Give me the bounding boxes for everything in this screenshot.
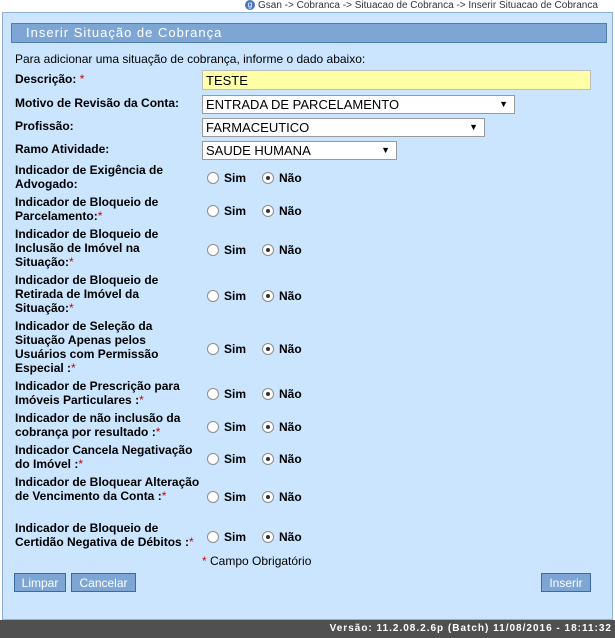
radio-sim-label: Sim — [224, 420, 247, 434]
breadcrumb — [245, 0, 615, 11]
indicator-radio-group — [207, 419, 302, 435]
motivo-select[interactable] — [202, 95, 515, 114]
form-panel — [2, 12, 613, 620]
radio-sim-label: Sim — [224, 342, 247, 356]
page-title: Inserir Situação de Cobrança — [11, 23, 607, 43]
radio-nao[interactable] — [262, 453, 274, 465]
indicator-radio-group — [207, 451, 302, 467]
radio-nao[interactable] — [262, 388, 274, 400]
radio-nao-label: Não — [279, 204, 302, 218]
radio-sim[interactable] — [207, 453, 219, 465]
radio-sim-label: Sim — [224, 289, 247, 303]
dropdown-arrow-icon: ▼ — [381, 145, 390, 155]
indicator-radio-group — [207, 288, 302, 304]
radio-nao-label: Não — [279, 420, 302, 434]
radio-nao-label: Não — [279, 530, 302, 544]
indicator-radio-group — [207, 341, 302, 357]
required-mark: * — [71, 361, 76, 375]
radio-nao-label: Não — [279, 452, 302, 466]
dropdown-arrow-icon: ▼ — [469, 122, 478, 132]
radio-nao-label: Não — [279, 387, 302, 401]
radio-nao-label: Não — [279, 490, 302, 504]
radio-nao[interactable] — [262, 491, 274, 503]
ramo-select[interactable] — [202, 141, 397, 160]
indicator-label-text: Indicador de Bloqueio de Certidão Negativa de Débitos : — [15, 521, 190, 549]
instruction-text: Para adicionar uma situação de cobrança, informe o dado abaixo: — [15, 52, 366, 66]
required-mark: * — [189, 535, 194, 549]
indicator-label-text: Indicador de Exigência de Advogado: — [15, 163, 164, 191]
indicator-label — [15, 411, 200, 439]
descricao-label: Descrição: * — [15, 72, 85, 86]
indicator-label-text: Indicador de Seleção da Situação Apenas pelos Usuários com Permissão Especial : — [15, 319, 159, 375]
indicator-label-text: Indicador de Bloquear Alteração de Vencimento da Conta : — [15, 475, 200, 503]
radio-sim[interactable] — [207, 290, 219, 302]
indicator-label-text: Indicador de Bloqueio de Inclusão de Imóvel na Situação: — [15, 227, 159, 269]
radio-sim-label: Sim — [224, 530, 247, 544]
profissao-value: FARMACEUTICO — [206, 120, 310, 135]
version-footer: Versão: 11.2.08.2.6p (Batch) 11/08/2016 - 18:11:32 — [0, 620, 615, 638]
indicator-label-text: Indicador Cancela Negativação do Imóvel : — [15, 443, 193, 471]
profissao-label: Profissão: — [15, 119, 74, 133]
descricao-input[interactable] — [202, 70, 591, 90]
indicator-label — [15, 475, 200, 503]
indicator-radio-group — [207, 203, 302, 219]
required-note: * Campo Obrigatório — [202, 554, 312, 568]
ramo-label: Ramo Atividade: — [15, 142, 110, 156]
indicator-label-text: Indicador de Bloqueio de Parcelamento: — [15, 195, 159, 223]
indicator-radio-group — [207, 489, 302, 505]
radio-nao-label: Não — [279, 342, 302, 356]
indicator-radio-group — [207, 170, 302, 186]
radio-sim-label: Sim — [224, 387, 247, 401]
radio-nao[interactable] — [262, 421, 274, 433]
required-mark: * — [139, 393, 144, 407]
limpar-button[interactable]: Limpar — [14, 573, 66, 592]
indicator-label — [15, 319, 200, 375]
indicator-label — [15, 227, 200, 269]
radio-sim[interactable] — [207, 343, 219, 355]
indicator-label — [15, 521, 200, 549]
required-mark: * — [69, 301, 74, 315]
radio-sim[interactable] — [207, 388, 219, 400]
radio-sim-label: Sim — [224, 204, 247, 218]
radio-nao[interactable] — [262, 244, 274, 256]
indicator-radio-group — [207, 242, 302, 258]
required-mark: * — [69, 255, 74, 269]
radio-nao[interactable] — [262, 290, 274, 302]
radio-nao-label: Não — [279, 289, 302, 303]
profissao-select[interactable] — [202, 118, 485, 137]
radio-sim[interactable] — [207, 531, 219, 543]
required-mark: * — [155, 425, 161, 439]
radio-sim-label: Sim — [224, 452, 247, 466]
radio-nao[interactable] — [262, 172, 274, 184]
indicator-label — [15, 163, 200, 191]
indicator-label-text: Indicador de não inclusão da cobrança por resultado : — [15, 411, 181, 439]
inserir-button[interactable]: Inserir — [541, 573, 591, 592]
required-mark: * — [78, 457, 84, 471]
indicator-radio-group — [207, 529, 302, 545]
radio-nao[interactable] — [262, 531, 274, 543]
radio-nao-label: Não — [279, 171, 302, 185]
indicator-label-text: Indicador de Prescrição para Imóveis Particulares : — [15, 379, 180, 407]
radio-nao[interactable] — [262, 205, 274, 217]
motivo-value: ENTRADA DE PARCELAMENTO — [206, 97, 400, 112]
required-mark: * — [161, 489, 167, 503]
motivo-label: Motivo de Revisão da Conta: — [15, 96, 180, 110]
ramo-value: SAUDE HUMANA — [206, 143, 311, 158]
radio-sim[interactable] — [207, 244, 219, 256]
indicator-label — [15, 273, 200, 315]
radio-sim[interactable] — [207, 491, 219, 503]
radio-sim[interactable] — [207, 172, 219, 184]
radio-nao-label: Não — [279, 243, 302, 257]
required-mark: * — [97, 209, 103, 223]
radio-sim-label: Sim — [224, 171, 247, 185]
cancelar-button[interactable]: Cancelar — [71, 573, 136, 592]
radio-sim-label: Sim — [224, 490, 247, 504]
indicator-label — [15, 443, 200, 471]
indicator-label — [15, 195, 200, 223]
indicator-radio-group — [207, 386, 302, 402]
indicator-label-text: Indicador de Bloqueio de Retirada de Imóvel da Situação: — [15, 273, 159, 315]
breadcrumb-text: Gsan -> Cobranca -> Situacao de Cobranca -> Inserir Situacao de Cobranca — [258, 0, 598, 11]
gsan-home-icon[interactable]: g — [245, 0, 255, 10]
dropdown-arrow-icon: ▼ — [499, 99, 508, 109]
radio-sim-label: Sim — [224, 243, 247, 257]
indicator-label — [15, 379, 200, 407]
radio-sim[interactable] — [207, 421, 219, 433]
radio-sim[interactable] — [207, 205, 219, 217]
radio-nao[interactable] — [262, 343, 274, 355]
